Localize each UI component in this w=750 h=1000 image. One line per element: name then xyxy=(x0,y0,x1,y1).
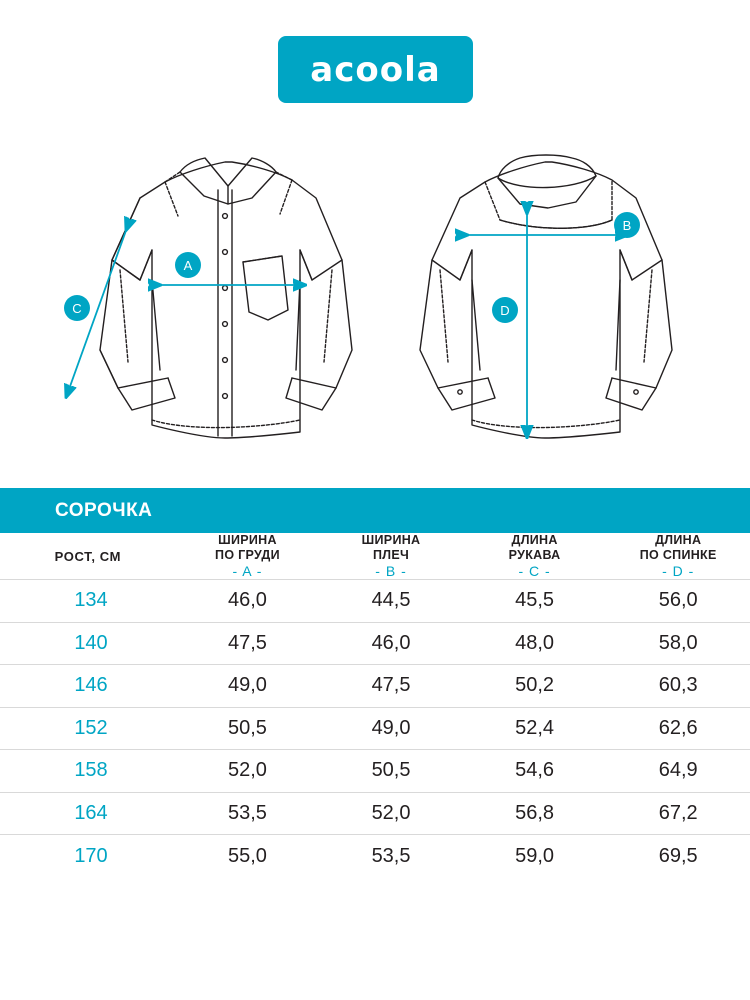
cell-back: 56,0 xyxy=(606,580,750,623)
cell-sleeve: 50,2 xyxy=(463,665,607,708)
brand-logo-text: acoola xyxy=(310,49,441,90)
svg-text:B: B xyxy=(622,218,632,233)
header-sleeve-line2: РУКАВА xyxy=(508,548,561,562)
cell-shoulder: 53,5 xyxy=(319,835,463,878)
cell-chest: 47,5 xyxy=(176,622,320,665)
svg-text:A: A xyxy=(183,258,193,273)
cell-height: 140 xyxy=(0,622,176,665)
table-row xyxy=(0,750,750,793)
cell-height: 170 xyxy=(0,835,176,878)
cell-height: 164 xyxy=(0,792,176,835)
page-title: СОРОЧКА xyxy=(55,499,153,521)
letter-b: - B - xyxy=(375,563,407,579)
cell-back: 58,0 xyxy=(606,622,750,665)
label-a xyxy=(175,252,201,278)
cell-shoulder: 52,0 xyxy=(319,792,463,835)
letter-d: - D - xyxy=(662,563,695,579)
table-row xyxy=(0,792,750,835)
cell-shoulder: 50,5 xyxy=(319,750,463,793)
header-chest xyxy=(176,533,320,563)
cell-back: 64,9 xyxy=(606,750,750,793)
cell-height: 134 xyxy=(0,580,176,623)
table-row xyxy=(0,580,750,623)
header-sleeve xyxy=(463,533,607,563)
header-sleeve-line1: ДЛИНА xyxy=(511,533,558,547)
cell-back: 60,3 xyxy=(606,665,750,708)
svg-text:C: C xyxy=(72,301,82,316)
header-height: РОСТ, СМ xyxy=(54,548,122,564)
cell-chest: 55,0 xyxy=(176,835,320,878)
garment-illustration xyxy=(0,120,750,485)
cell-chest: 50,5 xyxy=(176,707,320,750)
size-table-head xyxy=(0,533,750,580)
header-chest-line1: ШИРИНА xyxy=(218,533,277,547)
size-table xyxy=(0,533,750,877)
cell-sleeve: 52,4 xyxy=(463,707,607,750)
cell-shoulder: 44,5 xyxy=(319,580,463,623)
cell-sleeve: 54,6 xyxy=(463,750,607,793)
letter-c: - C - xyxy=(518,563,551,579)
cell-height: 146 xyxy=(0,665,176,708)
table-row xyxy=(0,707,750,750)
table-row xyxy=(0,622,750,665)
letter-a: - A - xyxy=(232,563,263,579)
header-shoulder-line2: ПЛЕЧ xyxy=(372,548,410,562)
label-c xyxy=(64,295,90,321)
table-row xyxy=(0,835,750,878)
table-row xyxy=(0,665,750,708)
cell-sleeve: 45,5 xyxy=(463,580,607,623)
cell-chest: 52,0 xyxy=(176,750,320,793)
cell-back: 67,2 xyxy=(606,792,750,835)
cell-shoulder: 46,0 xyxy=(319,622,463,665)
cell-chest: 46,0 xyxy=(176,580,320,623)
cell-sleeve: 56,8 xyxy=(463,792,607,835)
header-back-line1: ДЛИНА xyxy=(655,533,702,547)
cell-height: 152 xyxy=(0,707,176,750)
cell-height: 158 xyxy=(0,750,176,793)
cell-shoulder: 47,5 xyxy=(319,665,463,708)
section-title-bar xyxy=(0,488,750,533)
brand-logo xyxy=(278,36,473,103)
header-shoulder xyxy=(319,533,463,563)
table-header-row xyxy=(0,533,750,563)
label-b xyxy=(614,212,640,238)
svg-text:D: D xyxy=(500,303,510,318)
header-back-line2: ПО СПИНКЕ xyxy=(639,548,717,562)
cell-back: 69,5 xyxy=(606,835,750,878)
header-back xyxy=(606,533,750,563)
cell-back: 62,6 xyxy=(606,707,750,750)
label-d xyxy=(492,297,518,323)
cell-shoulder: 49,0 xyxy=(319,707,463,750)
cell-chest: 49,0 xyxy=(176,665,320,708)
header-shoulder-line1: ШИРИНА xyxy=(361,533,421,547)
header-chest-line2: ПО ГРУДИ xyxy=(215,548,280,562)
cell-sleeve: 48,0 xyxy=(463,622,607,665)
cell-sleeve: 59,0 xyxy=(463,835,607,878)
size-table-body xyxy=(0,580,750,878)
cell-chest: 53,5 xyxy=(176,792,320,835)
